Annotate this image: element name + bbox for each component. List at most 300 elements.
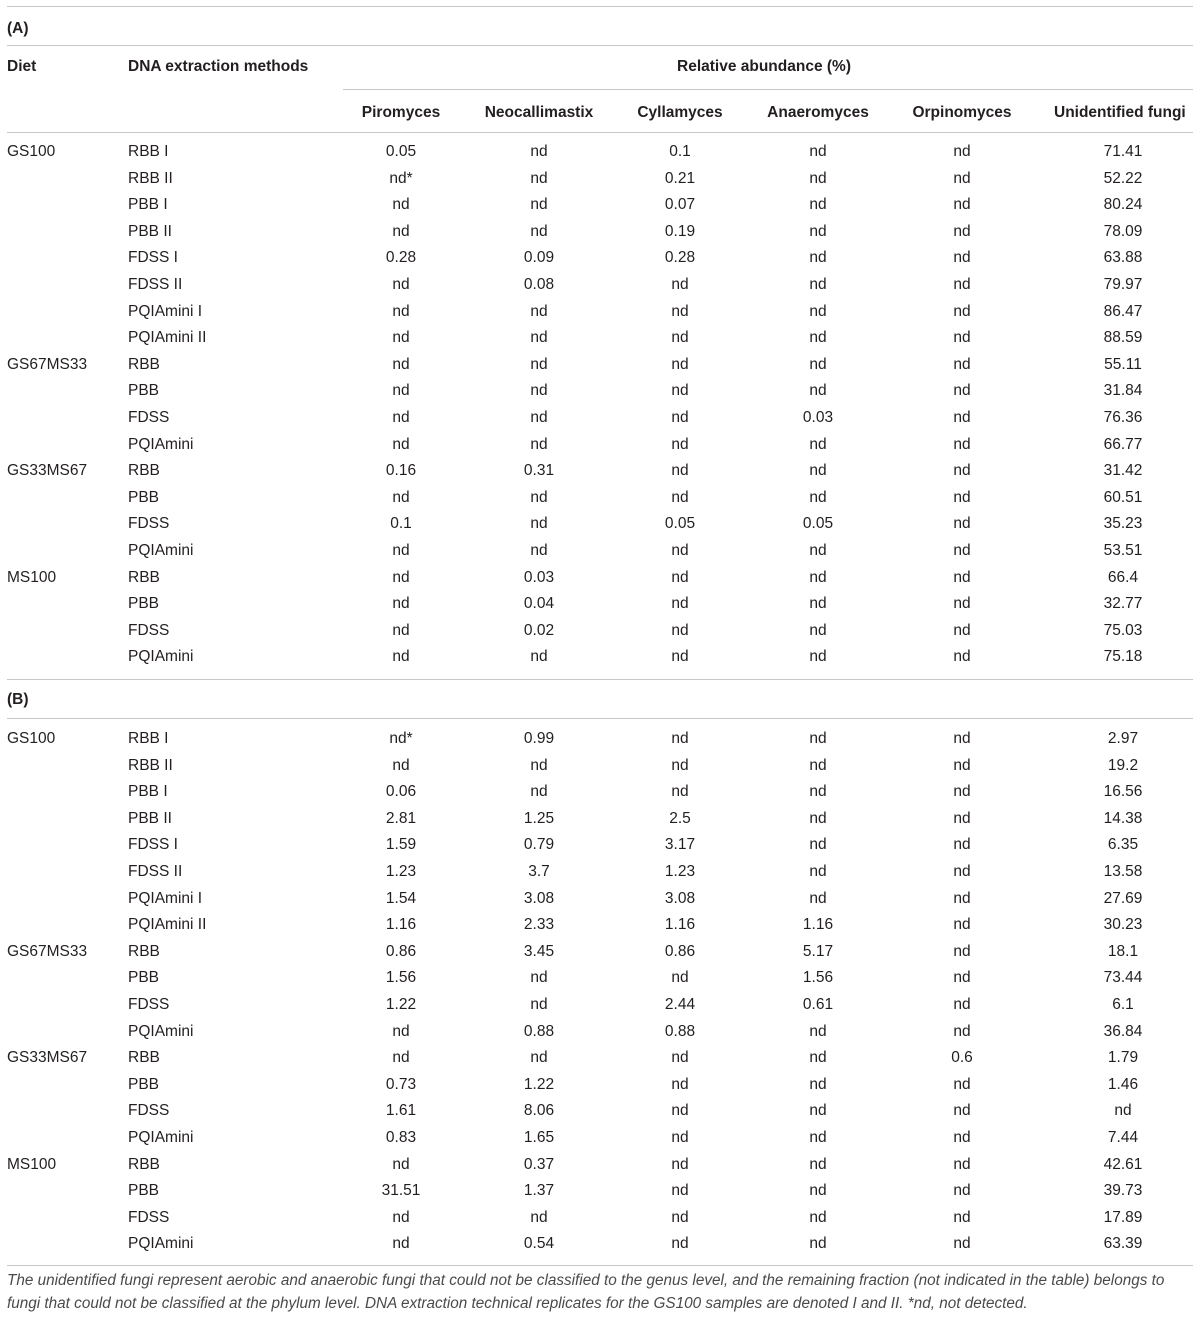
value-cell: 13.58 bbox=[1103, 863, 1143, 880]
value-cell: 19.2 bbox=[1107, 756, 1139, 774]
method-cell: PBB bbox=[128, 488, 160, 506]
value-cell: nd bbox=[953, 730, 971, 747]
value-cell: nd bbox=[953, 249, 971, 267]
value-cell: 63.39 bbox=[1103, 1235, 1143, 1253]
value-cell: nd bbox=[671, 969, 689, 987]
table-row bbox=[0, 511, 1200, 538]
value-cell: 0.16 bbox=[385, 462, 417, 480]
value-cell: 75.18 bbox=[1103, 648, 1143, 666]
col-header-cyllamyces: Cyllamyces bbox=[637, 104, 723, 121]
value-cell: nd bbox=[953, 462, 971, 480]
method-cell: RBB bbox=[128, 568, 160, 586]
value-cell: 1.16 bbox=[802, 916, 834, 934]
value-cell: nd bbox=[530, 169, 548, 187]
value-cell: 0.99 bbox=[523, 730, 555, 747]
value-cell: nd bbox=[671, 783, 689, 801]
value-cell: nd bbox=[809, 836, 827, 854]
value-cell: 0.02 bbox=[523, 621, 555, 639]
value-cell: nd bbox=[953, 809, 971, 827]
value-cell: nd bbox=[392, 382, 410, 400]
table-row bbox=[0, 806, 1200, 833]
diet-cell: MS100 bbox=[7, 1155, 57, 1173]
value-cell: 0.54 bbox=[523, 1235, 555, 1253]
value-cell: nd bbox=[392, 409, 410, 426]
table-row bbox=[0, 166, 1200, 193]
value-cell: 1.65 bbox=[523, 1129, 555, 1146]
value-cell: 7.44 bbox=[1107, 1129, 1139, 1146]
value-cell: nd bbox=[953, 595, 971, 613]
value-cell: nd bbox=[809, 1075, 827, 1093]
col-header-neocallimastix: Neocallimastix bbox=[484, 104, 594, 121]
value-cell: nd bbox=[671, 1129, 689, 1146]
value-cell: 1.56 bbox=[385, 969, 417, 987]
value-cell: 2.33 bbox=[523, 916, 555, 934]
value-cell: 0.03 bbox=[523, 568, 555, 586]
value-cell: nd bbox=[809, 1182, 827, 1200]
value-cell: 32.77 bbox=[1103, 595, 1143, 613]
value-cell: nd bbox=[392, 542, 410, 559]
value-cell: nd bbox=[809, 621, 827, 639]
value-cell: nd bbox=[530, 329, 548, 347]
method-cell: RBB bbox=[128, 942, 160, 960]
value-cell: 3.08 bbox=[523, 889, 555, 907]
value-cell: nd bbox=[671, 1102, 689, 1120]
value-cell: 31.42 bbox=[1103, 462, 1143, 480]
value-cell: nd bbox=[671, 756, 689, 774]
value-cell: 88.59 bbox=[1103, 329, 1143, 347]
table-row bbox=[0, 886, 1200, 913]
value-cell: nd bbox=[953, 1022, 971, 1040]
value-cell: 0.1 bbox=[669, 143, 691, 160]
value-cell: nd bbox=[953, 648, 971, 666]
value-cell: 3.7 bbox=[528, 863, 550, 880]
value-cell: nd bbox=[671, 276, 689, 293]
method-cell: RBB II bbox=[128, 169, 173, 187]
value-cell: nd bbox=[809, 568, 827, 586]
col-header-anaeromyces: Anaeromyces bbox=[767, 104, 869, 121]
diet-cell: GS67MS33 bbox=[7, 355, 88, 373]
value-cell: 0.83 bbox=[385, 1129, 417, 1146]
value-cell: 55.11 bbox=[1104, 355, 1142, 373]
method-cell: FDSS bbox=[128, 621, 170, 639]
value-cell: nd bbox=[671, 648, 689, 666]
value-cell: 2.44 bbox=[664, 996, 696, 1013]
table-row bbox=[0, 859, 1200, 886]
header-diet: Diet bbox=[7, 58, 37, 75]
value-cell: nd bbox=[953, 889, 971, 907]
value-cell: 78.09 bbox=[1103, 222, 1143, 240]
value-cell: nd bbox=[953, 329, 971, 347]
value-cell: 1.54 bbox=[385, 889, 417, 907]
value-cell: 0.79 bbox=[523, 836, 555, 854]
table-row bbox=[0, 1125, 1200, 1152]
value-cell: nd bbox=[953, 1155, 971, 1173]
value-cell: 0.05 bbox=[802, 515, 834, 533]
value-cell: 8.06 bbox=[523, 1102, 555, 1120]
table-row bbox=[0, 1152, 1200, 1179]
table-row bbox=[0, 939, 1200, 966]
method-cell: FDSS bbox=[128, 1102, 170, 1120]
value-cell: nd bbox=[809, 222, 827, 240]
value-cell: nd bbox=[392, 1235, 410, 1253]
value-cell: nd bbox=[953, 621, 971, 639]
value-cell: nd bbox=[671, 542, 689, 559]
value-cell: 0.86 bbox=[385, 942, 417, 960]
value-cell: nd bbox=[809, 809, 827, 827]
value-cell: nd bbox=[953, 515, 971, 533]
value-cell: 1.23 bbox=[385, 863, 417, 880]
value-cell: 0.31 bbox=[523, 462, 555, 480]
method-cell: PBB bbox=[128, 595, 160, 613]
method-cell: PQIAmini bbox=[128, 1022, 194, 1040]
value-cell: nd bbox=[953, 169, 971, 187]
section-a-rule bbox=[7, 45, 1193, 46]
method-cell: PQIAmini I bbox=[128, 889, 203, 907]
header-relative-abundance: Relative abundance (%) bbox=[677, 58, 851, 75]
table-row bbox=[0, 538, 1200, 565]
table-row bbox=[0, 1072, 1200, 1099]
value-cell: 66.77 bbox=[1103, 435, 1143, 453]
table-row bbox=[0, 485, 1200, 512]
value-cell: 0.03 bbox=[802, 409, 834, 426]
value-cell: 2.97 bbox=[1107, 730, 1139, 747]
value-cell: nd bbox=[671, 1075, 689, 1093]
value-cell: nd bbox=[530, 1208, 548, 1226]
value-cell: nd bbox=[809, 382, 827, 400]
value-cell: nd bbox=[392, 1049, 410, 1067]
value-cell: nd bbox=[671, 329, 689, 347]
value-cell: nd bbox=[953, 568, 971, 586]
value-cell: nd bbox=[392, 1155, 410, 1173]
value-cell: nd bbox=[953, 863, 971, 880]
value-cell: nd bbox=[809, 889, 827, 907]
value-cell: 0.19 bbox=[664, 222, 696, 240]
value-cell: 30.23 bbox=[1103, 916, 1143, 934]
value-cell: nd bbox=[392, 568, 410, 586]
value-cell: 63.88 bbox=[1103, 249, 1143, 267]
value-cell: nd bbox=[671, 488, 689, 506]
value-cell: nd bbox=[809, 1129, 827, 1146]
value-cell: nd bbox=[530, 996, 548, 1013]
diet-cell: MS100 bbox=[7, 568, 57, 586]
value-cell: 0.88 bbox=[664, 1022, 696, 1040]
value-cell: nd* bbox=[389, 730, 413, 747]
table-row bbox=[0, 378, 1200, 405]
value-cell: nd bbox=[953, 783, 971, 801]
value-cell: 31.51 bbox=[381, 1182, 421, 1200]
value-cell: nd bbox=[392, 329, 410, 347]
section-b-rule bbox=[7, 718, 1193, 719]
value-cell: 5.17 bbox=[802, 942, 834, 960]
value-cell: nd bbox=[953, 1102, 971, 1120]
diet-cell: GS100 bbox=[7, 730, 56, 747]
value-cell: nd bbox=[392, 222, 410, 240]
method-cell: PBB I bbox=[128, 196, 168, 214]
value-cell: nd bbox=[809, 595, 827, 613]
method-cell: PQIAmini II bbox=[128, 916, 207, 934]
value-cell: 76.36 bbox=[1103, 409, 1143, 426]
value-cell: nd bbox=[953, 942, 971, 960]
value-cell: nd bbox=[953, 1075, 971, 1093]
value-cell: nd bbox=[530, 409, 548, 426]
value-cell: nd bbox=[809, 730, 827, 747]
value-cell: 1.59 bbox=[385, 836, 417, 854]
value-cell: 39.73 bbox=[1103, 1182, 1143, 1200]
method-cell: PBB II bbox=[128, 809, 172, 827]
table-row bbox=[0, 565, 1200, 592]
value-cell: 0.28 bbox=[385, 249, 417, 267]
value-cell: nd bbox=[809, 783, 827, 801]
value-cell: 16.56 bbox=[1103, 783, 1143, 801]
value-cell: nd bbox=[530, 969, 548, 987]
value-cell: nd bbox=[671, 355, 689, 373]
value-cell: nd bbox=[953, 143, 971, 160]
value-cell: nd bbox=[809, 435, 827, 453]
value-cell: nd bbox=[530, 1049, 548, 1067]
value-cell: nd bbox=[530, 302, 548, 320]
table-row bbox=[0, 644, 1200, 671]
value-cell: nd bbox=[392, 488, 410, 506]
value-cell: nd bbox=[953, 382, 971, 400]
value-cell: 1.16 bbox=[664, 916, 696, 934]
value-cell: nd bbox=[809, 302, 827, 320]
table-row bbox=[0, 458, 1200, 485]
value-cell: nd bbox=[671, 621, 689, 639]
table-row bbox=[0, 352, 1200, 379]
value-cell: nd bbox=[953, 488, 971, 506]
value-cell: nd bbox=[392, 595, 410, 613]
value-cell: 1.61 bbox=[385, 1102, 417, 1120]
table-row bbox=[0, 753, 1200, 780]
table-row bbox=[0, 1178, 1200, 1205]
method-cell: RBB I bbox=[128, 143, 169, 160]
value-cell: nd bbox=[671, 382, 689, 400]
method-cell: RBB bbox=[128, 1049, 160, 1067]
table-row bbox=[0, 272, 1200, 299]
value-cell: nd bbox=[392, 1208, 410, 1226]
value-cell: 3.45 bbox=[523, 942, 555, 960]
table-row bbox=[0, 779, 1200, 806]
value-cell: nd bbox=[809, 276, 827, 293]
value-cell: 1.16 bbox=[385, 916, 417, 934]
method-cell: FDSS bbox=[128, 515, 170, 533]
value-cell: 0.86 bbox=[664, 942, 696, 960]
table-row bbox=[0, 192, 1200, 219]
value-cell: nd bbox=[809, 196, 827, 214]
value-cell: nd bbox=[953, 969, 971, 987]
value-cell: nd bbox=[671, 1208, 689, 1226]
method-cell: PBB bbox=[128, 1182, 160, 1200]
method-cell: FDSS I bbox=[128, 836, 178, 854]
value-cell: nd bbox=[809, 863, 827, 880]
table-row bbox=[0, 992, 1200, 1019]
value-cell: 36.84 bbox=[1103, 1022, 1143, 1040]
value-cell: nd bbox=[530, 143, 548, 160]
value-cell: nd bbox=[671, 1235, 689, 1253]
value-cell: nd bbox=[809, 1102, 827, 1120]
value-cell: nd bbox=[671, 595, 689, 613]
value-cell: 0.06 bbox=[385, 783, 417, 801]
value-cell: nd bbox=[953, 1129, 971, 1146]
value-cell: nd bbox=[671, 435, 689, 453]
value-cell: 6.35 bbox=[1107, 836, 1139, 854]
value-cell: nd bbox=[809, 1022, 827, 1040]
value-cell: nd bbox=[953, 435, 971, 453]
group-header-rule bbox=[343, 89, 1193, 90]
method-cell: FDSS bbox=[128, 996, 170, 1013]
value-cell: nd bbox=[953, 196, 971, 214]
value-cell: nd bbox=[809, 169, 827, 187]
value-cell: nd bbox=[392, 276, 410, 293]
table-row bbox=[0, 1098, 1200, 1125]
value-cell: 1.79 bbox=[1107, 1049, 1139, 1067]
value-cell: nd bbox=[671, 730, 689, 747]
table-row bbox=[0, 405, 1200, 432]
method-cell: PBB II bbox=[128, 222, 172, 240]
value-cell: nd bbox=[809, 329, 827, 347]
value-cell: nd bbox=[392, 1022, 410, 1040]
value-cell: nd bbox=[809, 143, 827, 160]
value-cell: 18.1 bbox=[1107, 942, 1139, 960]
value-cell: nd bbox=[392, 648, 410, 666]
method-cell: RBB I bbox=[128, 730, 169, 747]
method-cell: FDSS II bbox=[128, 276, 183, 293]
method-cell: PBB bbox=[128, 969, 160, 987]
table-row bbox=[0, 1231, 1200, 1258]
value-cell: nd bbox=[953, 355, 971, 373]
value-cell: nd bbox=[1114, 1102, 1132, 1120]
value-cell: 1.23 bbox=[664, 863, 696, 880]
table-row bbox=[0, 726, 1200, 753]
value-cell: 0.88 bbox=[523, 1022, 555, 1040]
section-b-label: (B) bbox=[7, 691, 29, 708]
value-cell: 71.41 bbox=[1103, 143, 1143, 160]
value-cell: 35.23 bbox=[1103, 515, 1143, 533]
table-row bbox=[0, 432, 1200, 459]
table-row bbox=[0, 1019, 1200, 1046]
value-cell: nd bbox=[671, 1155, 689, 1173]
value-cell: 66.4 bbox=[1107, 568, 1139, 586]
value-cell: 1.46 bbox=[1107, 1075, 1139, 1093]
method-cell: PQIAmini II bbox=[128, 329, 207, 347]
value-cell: nd bbox=[809, 488, 827, 506]
value-cell: nd bbox=[809, 756, 827, 774]
value-cell: 0.04 bbox=[523, 595, 555, 613]
value-cell: nd bbox=[671, 409, 689, 426]
value-cell: 1.22 bbox=[385, 996, 417, 1013]
table-row bbox=[0, 832, 1200, 859]
value-cell: 3.08 bbox=[664, 889, 696, 907]
diet-cell: GS100 bbox=[7, 143, 56, 160]
table-row bbox=[0, 299, 1200, 326]
value-cell: nd bbox=[953, 836, 971, 854]
value-cell: 0.73 bbox=[385, 1075, 417, 1093]
value-cell: 31.84 bbox=[1103, 382, 1143, 400]
method-cell: PQIAmini bbox=[128, 1235, 194, 1253]
value-cell: 80.24 bbox=[1103, 196, 1143, 214]
value-cell: nd bbox=[953, 222, 971, 240]
method-cell: FDSS I bbox=[128, 249, 178, 267]
value-cell: 53.51 bbox=[1103, 542, 1143, 559]
value-cell: nd bbox=[530, 382, 548, 400]
value-cell: nd bbox=[809, 542, 827, 559]
value-cell: 73.44 bbox=[1103, 969, 1143, 987]
value-cell: nd bbox=[953, 1208, 971, 1226]
value-cell: nd bbox=[392, 621, 410, 639]
value-cell: nd bbox=[392, 302, 410, 320]
value-cell: 1.22 bbox=[523, 1075, 555, 1093]
value-cell: 52.22 bbox=[1103, 169, 1143, 187]
value-cell: nd bbox=[530, 783, 548, 801]
value-cell: nd bbox=[953, 302, 971, 320]
value-cell: 79.97 bbox=[1103, 276, 1143, 293]
col-header-orpinomyces: Orpinomyces bbox=[912, 104, 1012, 121]
value-cell: 0.07 bbox=[664, 196, 696, 214]
value-cell: nd bbox=[953, 542, 971, 559]
value-cell: 42.61 bbox=[1103, 1155, 1143, 1173]
value-cell: 0.08 bbox=[523, 276, 555, 293]
value-cell: nd bbox=[392, 435, 410, 453]
value-cell: nd bbox=[530, 196, 548, 214]
value-cell: 2.81 bbox=[385, 809, 417, 827]
value-cell: nd bbox=[953, 276, 971, 293]
value-cell: 2.5 bbox=[669, 809, 691, 827]
value-cell: nd bbox=[671, 302, 689, 320]
method-cell: PQIAmini I bbox=[128, 302, 203, 320]
value-cell: 60.51 bbox=[1103, 488, 1143, 506]
table-footnote: The unidentified fungi represent aerobic and anaerobic fungi that could not be classified to the genus level, and the remaining fraction (not indicated in the table) belongs to fungi that could not be classified at the phylum level. DNA extraction technical replicates for the GS100 samples are denoted I and II. *nd, not detected. bbox=[7, 1272, 1165, 1312]
value-cell: nd bbox=[530, 435, 548, 453]
value-cell: nd bbox=[809, 648, 827, 666]
table-row bbox=[0, 965, 1200, 992]
value-cell: 14.38 bbox=[1103, 809, 1143, 827]
top-rule bbox=[7, 6, 1193, 7]
value-cell: 0.28 bbox=[664, 249, 696, 267]
method-cell: PBB bbox=[128, 1075, 160, 1093]
value-cell: nd bbox=[809, 1208, 827, 1226]
value-cell: nd bbox=[530, 488, 548, 506]
method-cell: PBB I bbox=[128, 783, 168, 801]
value-cell: nd bbox=[953, 1182, 971, 1200]
diet-cell: GS33MS67 bbox=[7, 1049, 88, 1067]
table-row bbox=[0, 325, 1200, 352]
value-cell: 75.03 bbox=[1103, 621, 1143, 639]
value-cell: nd bbox=[809, 462, 827, 480]
value-cell: nd bbox=[809, 1155, 827, 1173]
value-cell: 0.09 bbox=[523, 249, 555, 267]
table-row bbox=[0, 245, 1200, 272]
value-cell: nd bbox=[392, 196, 410, 214]
method-cell: RBB bbox=[128, 355, 160, 373]
method-cell: RBB II bbox=[128, 756, 173, 774]
value-cell: 1.25 bbox=[523, 809, 555, 827]
method-cell: PQIAmini bbox=[128, 542, 194, 559]
value-cell: nd bbox=[530, 355, 548, 373]
value-cell: nd bbox=[392, 355, 410, 373]
value-cell: nd bbox=[530, 542, 548, 559]
value-cell: nd bbox=[953, 756, 971, 774]
value-cell: 86.47 bbox=[1103, 302, 1143, 320]
table-row bbox=[0, 219, 1200, 246]
col-header-piromyces: Piromyces bbox=[361, 104, 441, 121]
value-cell: nd bbox=[953, 1235, 971, 1253]
value-cell: 1.37 bbox=[523, 1182, 555, 1200]
table-row bbox=[0, 618, 1200, 645]
value-cell: nd bbox=[671, 462, 689, 480]
value-cell: 1.56 bbox=[802, 969, 834, 987]
table-bottom-rule bbox=[7, 1265, 1193, 1266]
method-cell: FDSS II bbox=[128, 863, 183, 880]
